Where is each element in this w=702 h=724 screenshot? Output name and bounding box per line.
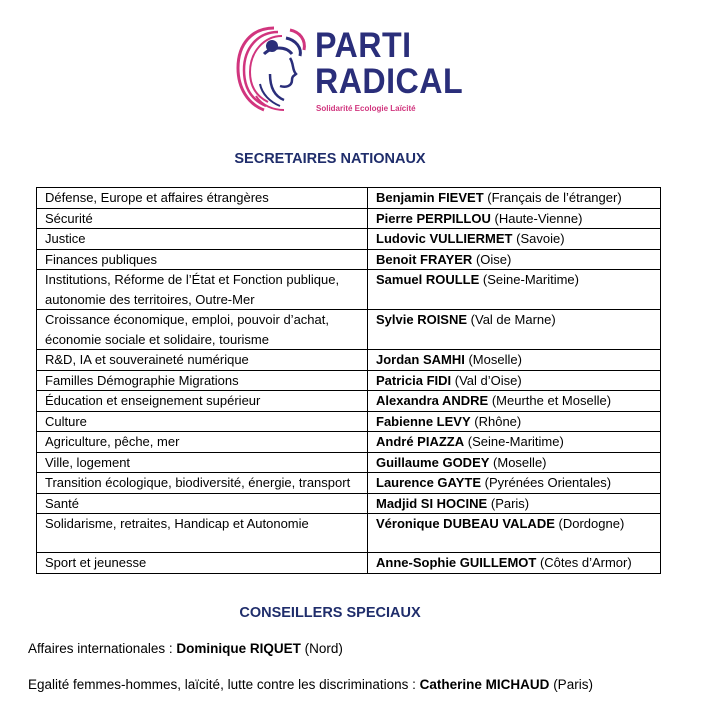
secretary-name: André PIAZZA bbox=[376, 434, 465, 449]
secretary-name: Alexandra ANDRE bbox=[376, 393, 489, 408]
secretary-cell bbox=[368, 553, 661, 574]
portfolio-label: Justice bbox=[45, 231, 86, 246]
secretary-cell bbox=[368, 310, 661, 350]
special-advisors-title: CONSEILLERS SPECIAUX bbox=[239, 605, 421, 621]
advisor-role: Egalité femmes-hommes, laïcité, lutte contre les discriminations : bbox=[28, 677, 420, 692]
portfolio-cell bbox=[37, 514, 368, 553]
portfolio-cell bbox=[37, 249, 368, 270]
table-row bbox=[37, 553, 661, 574]
portfolio-label: Institutions, Réforme de l’État et Fonction publique, autonomie des territoires, Outre-Mer bbox=[45, 272, 340, 307]
advisor-name: Catherine MICHAUD bbox=[419, 677, 550, 692]
portfolio-cell bbox=[37, 411, 368, 432]
secretary-area: (Pyrénées Orientales) bbox=[484, 475, 612, 490]
secretary-name: Pierre PERPILLOU bbox=[376, 210, 491, 226]
advisor-name: Dominique RIQUET bbox=[176, 641, 301, 656]
table-row bbox=[37, 391, 661, 412]
table-row bbox=[37, 432, 661, 453]
secretary-cell bbox=[368, 493, 661, 514]
secretary-cell bbox=[368, 229, 661, 250]
secretary-area: (Oise) bbox=[475, 251, 512, 267]
secretary-name: Jordan SAMHI bbox=[376, 352, 465, 367]
national-secretaries-title: SECRETAIRES NATIONAUX bbox=[234, 151, 426, 167]
party-logo bbox=[234, 24, 464, 120]
secretary-area: (Dordogne) bbox=[558, 516, 625, 531]
table-row bbox=[37, 229, 661, 250]
secretary-cell bbox=[368, 270, 661, 310]
table-row bbox=[37, 188, 661, 209]
portfolio-label: Ville, logement bbox=[45, 454, 131, 470]
table-row bbox=[37, 493, 661, 514]
secretary-cell bbox=[368, 249, 661, 270]
portfolio-cell bbox=[37, 452, 368, 473]
table-row bbox=[37, 270, 661, 310]
secretary-cell bbox=[368, 370, 661, 391]
portfolio-label: Défense, Europe et affaires étrangères bbox=[45, 190, 269, 205]
logo-word-radical: RADICAL bbox=[315, 62, 464, 101]
portfolio-label: Santé bbox=[45, 495, 79, 511]
secretary-name: Fabienne LEVY bbox=[376, 413, 471, 429]
secretary-cell bbox=[368, 432, 661, 453]
advisor-area: (Nord) bbox=[304, 641, 343, 656]
logo-tagline: Solidarité Ecologie Laïcité bbox=[316, 104, 416, 113]
secretary-name: Véronique DUBEAU VALADE bbox=[376, 516, 555, 531]
secretary-name: Ludovic VULLIERMET bbox=[376, 231, 513, 246]
secretary-name: Sylvie ROISNE bbox=[376, 312, 468, 327]
portfolio-label: Sécurité bbox=[45, 210, 93, 226]
secretary-area: (Rhône) bbox=[474, 413, 522, 429]
secretary-name: Samuel ROULLE bbox=[376, 272, 480, 287]
portfolio-cell bbox=[37, 310, 368, 350]
table-row bbox=[37, 411, 661, 432]
secretary-cell bbox=[368, 188, 661, 209]
secretary-area: (Seine-Maritime) bbox=[467, 434, 564, 449]
portfolio-cell bbox=[37, 370, 368, 391]
portfolio-cell bbox=[37, 188, 368, 209]
portfolio-cell bbox=[37, 493, 368, 514]
secretary-name: Madjid SI HOCINE bbox=[376, 495, 488, 511]
secretary-name: Anne-Sophie GUILLEMOT bbox=[376, 555, 537, 570]
table-row bbox=[37, 249, 661, 270]
table-row bbox=[37, 452, 661, 473]
secretary-cell bbox=[368, 514, 661, 553]
portfolio-label: R&D, IA et souveraineté numérique bbox=[45, 352, 249, 367]
secretary-area: (Paris) bbox=[490, 495, 530, 511]
portfolio-label: Transition écologique, biodiversité, énergie, transport bbox=[45, 475, 351, 490]
portfolio-label: Sport et jeunesse bbox=[45, 555, 147, 570]
secretary-area: (Haute-Vienne) bbox=[494, 210, 583, 226]
portfolio-cell bbox=[37, 473, 368, 494]
portfolio-cell bbox=[37, 391, 368, 412]
portfolio-cell bbox=[37, 350, 368, 371]
secretary-area: (Seine-Maritime) bbox=[482, 272, 579, 287]
table-row bbox=[37, 208, 661, 229]
national-secretaries-table bbox=[36, 187, 661, 574]
secretary-area: (Val d’Oise) bbox=[454, 372, 522, 388]
portfolio-label: Finances publiques bbox=[45, 251, 158, 267]
portfolio-label: Culture bbox=[45, 413, 87, 429]
secretary-cell bbox=[368, 452, 661, 473]
table-row bbox=[37, 473, 661, 494]
advisor-line bbox=[28, 641, 343, 656]
portfolio-cell bbox=[37, 229, 368, 250]
portfolio-label: Solidarisme, retraites, Handicap et Autonomie bbox=[45, 516, 309, 531]
secretary-area: (Français de l’étranger) bbox=[487, 190, 622, 205]
secretary-name: Benoit FRAYER bbox=[376, 251, 473, 267]
secretary-name: Laurence GAYTE bbox=[376, 475, 482, 490]
secretary-cell bbox=[368, 350, 661, 371]
secretary-cell bbox=[368, 391, 661, 412]
table-row bbox=[37, 350, 661, 371]
secretary-name: Benjamin FIEVET bbox=[376, 190, 484, 205]
advisor-role: Affaires internationales : bbox=[28, 641, 177, 656]
secretary-name: Patricia FIDI bbox=[376, 372, 452, 388]
advisor-area: (Paris) bbox=[553, 677, 593, 692]
secretary-name: Guillaume GODEY bbox=[376, 454, 490, 470]
portfolio-label: Familles Démographie Migrations bbox=[45, 372, 239, 388]
secretary-area: (Moselle) bbox=[493, 454, 547, 470]
logo-word-parti: PARTI bbox=[315, 26, 412, 65]
table-row bbox=[37, 514, 661, 553]
portfolio-label: Éducation et enseignement supérieur bbox=[45, 393, 261, 408]
table-row bbox=[37, 370, 661, 391]
secretary-area: (Côtes d’Armor) bbox=[539, 555, 632, 570]
secretary-cell bbox=[368, 411, 661, 432]
secretary-cell bbox=[368, 473, 661, 494]
portfolio-label: Croissance économique, emploi, pouvoir d’achat, économie sociale et solidaire, tourisme bbox=[45, 312, 329, 347]
portfolio-cell bbox=[37, 432, 368, 453]
secretary-area: (Savoie) bbox=[516, 231, 565, 246]
secretary-area: (Moselle) bbox=[468, 352, 522, 367]
portfolio-cell bbox=[37, 553, 368, 574]
secretary-cell bbox=[368, 208, 661, 229]
portfolio-label: Agriculture, pêche, mer bbox=[45, 434, 180, 449]
advisor-line bbox=[28, 677, 593, 692]
marianne-logo-icon bbox=[234, 24, 312, 114]
secretary-area: (Val de Marne) bbox=[470, 312, 556, 327]
secretary-area: (Meurthe et Moselle) bbox=[491, 393, 612, 408]
portfolio-cell bbox=[37, 208, 368, 229]
table-row bbox=[37, 310, 661, 350]
portfolio-cell bbox=[37, 270, 368, 310]
